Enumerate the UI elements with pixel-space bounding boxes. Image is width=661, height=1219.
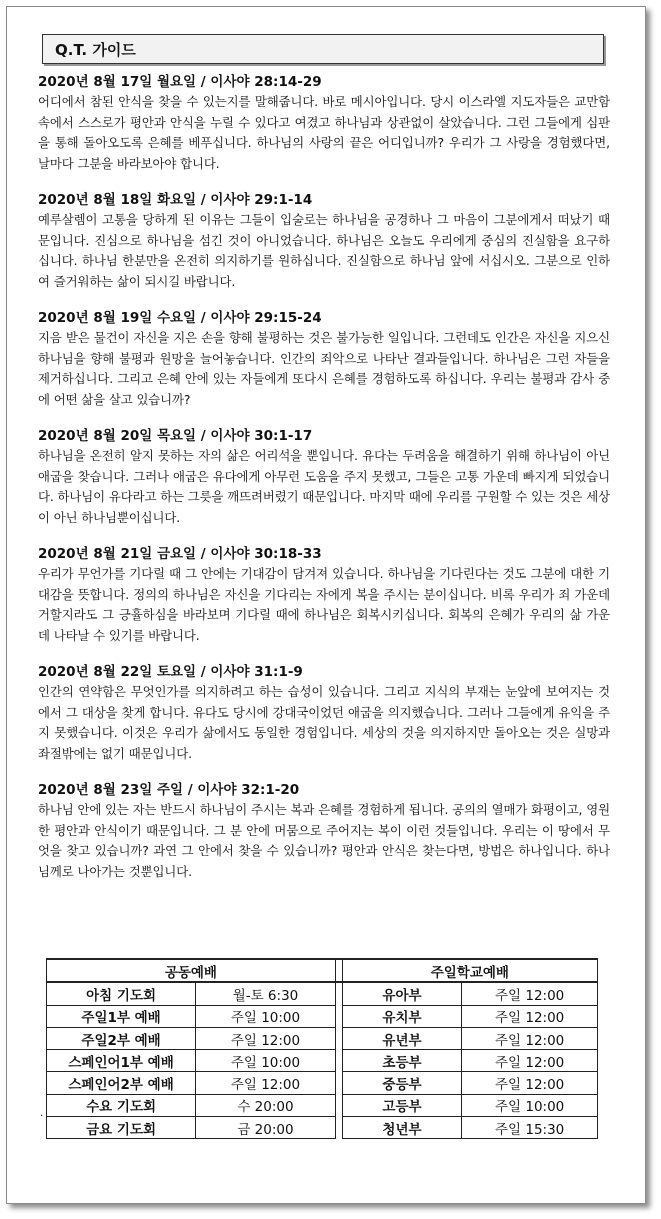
service-name: 금요 기도회	[47, 1117, 196, 1139]
column-gap	[335, 959, 342, 982]
qt-entries	[38, 72, 610, 898]
column-gap	[335, 1005, 342, 1027]
qt-entry	[38, 426, 610, 528]
dept-time: 주일 15:30	[462, 1117, 598, 1139]
service-name: 주일1부 예배	[47, 1005, 196, 1027]
service-time: 주일 12:00	[196, 1072, 336, 1094]
dept-name: 유치부	[342, 1005, 462, 1027]
column-gap	[335, 1094, 342, 1116]
dept-name: 청년부	[342, 1117, 462, 1139]
entry-body: 인간의 연약함은 무엇인가를 의지하려고 하는 습성이 있습니다. 그리고 지식의 부재는 눈앞에 보여지는 것에서 그 대상을 찾게 합니다. 유다도 당시에 강대국이었던 애굽을 의지했습니다. 그러나 그들에게 유익을 주지 못했습니다. 이것은 우리가 삶에서도 동일한 경험입니다. 세상의 것을 의지하지만 돌아오는 것은 실망과 좌절밖에는 없기 때문입니다.	[38, 684, 610, 761]
table-row	[47, 1094, 598, 1116]
entry-heading: 2020년 8월 22일 토요일 / 이사야 31:1-9	[38, 664, 303, 680]
schedule-header-row	[47, 959, 598, 982]
entry-heading: 2020년 8월 17일 월요일 / 이사야 28:14-29	[38, 74, 322, 90]
entry-body: 지음 받은 물건이 자신을 지은 손을 향해 불평하는 것은 불가능한 일입니다. 그런데도 인간은 자신을 지으신 하나님을 향해 불평과 원망을 늘어놓습니다. 인간의 죄악으로 나타난 결과들입니다. 하나님은 그런 자들을 제거하십니다. 그리고 은혜 안에 있는 자들에게 또다시 은혜를 경험하도록 하십니다. 우리는 불평과 감사 중에 어떤 삶을 살고 있습니까?	[38, 330, 610, 407]
dept-name: 초등부	[342, 1050, 462, 1072]
service-time: 수 20:00	[196, 1094, 336, 1116]
left-header: 공동예배	[47, 959, 336, 982]
section-title: Q.T. 가이드	[55, 41, 136, 59]
column-gap	[335, 1050, 342, 1072]
column-gap	[335, 1027, 342, 1049]
column-gap	[335, 982, 342, 1005]
entry-heading: 2020년 8월 20일 목요일 / 이사야 30:1-17	[38, 428, 313, 444]
service-name: 주일2부 예배	[47, 1027, 196, 1049]
table-row	[47, 1117, 598, 1139]
entry-heading: 2020년 8월 23일 주일 / 이사야 32:1-20	[38, 782, 300, 798]
service-time: 주일 10:00	[196, 1005, 336, 1027]
dept-time: 주일 12:00	[462, 1072, 598, 1094]
dept-time: 주일 12:00	[462, 1005, 598, 1027]
qt-entry	[38, 308, 610, 410]
table-row	[47, 1050, 598, 1072]
service-name: 스페인어1부 예배	[47, 1050, 196, 1072]
qt-entry	[38, 780, 610, 882]
qt-entry	[38, 72, 610, 174]
entry-body: 우리가 무언가를 기다릴 때 그 안에는 기대감이 담겨져 있습니다. 하나님을 기다린다는 것도 그분에 대한 기대감을 뜻합니다. 정의의 하나님은 자신을 기다리는 자에게 복을 주시는 분이십니다. 비록 우리가 죄 가운데 거할지라도 그 긍휼하심을 바라보며 기다릴 때에 하나님은 회복시키십니다. 회복의 은혜가 우리의 삶 가운데 나타날 수 있기를 바랍니다.	[38, 566, 610, 643]
service-name: 아침 기도회	[47, 982, 196, 1005]
entry-body: 예루살렘이 고통을 당하게 된 이유는 그들이 입술로는 하나님을 공경하나 그 마음이 그분에게서 떠났기 때문입니다. 진심으로 하나님을 섬긴 것이 아니었습니다. 하나님은 오늘도 우리에게 중심의 진실함을 요구하십니다. 하나님 한분만을 온전히 의지하기를 원하십니다. 진실함으로 하나님 앞에 서십시오. 그분으로 인하여 즐거워하는 삶이 되시길 바랍니다.	[38, 212, 610, 289]
service-time: 주일 10:00	[196, 1050, 336, 1072]
entry-body: 하나님 안에 있는 자는 반드시 하나님이 주시는 복과 은혜를 경험하게 됩니다. 공의의 열매가 화평이고, 영원한 평안과 안식이기 때문입니다. 그 분 안에 머뭄으로 주어지는 복이 이런 것들입니다. 우리는 이 땅에서 무엇을 찾고 있습니까? 과연 그 안에서 찾을 수 있습니까? 평안과 안식은 찾는다면, 방법은 하나입니다. 하나님께로 나아가는 것뿐입니다.	[38, 802, 610, 879]
dept-name: 유아부	[342, 982, 462, 1005]
right-header: 주일학교예배	[342, 959, 597, 982]
service-time: 월-토 6:30	[196, 982, 336, 1005]
service-name: 스페인어2부 예배	[47, 1072, 196, 1094]
qt-entry	[38, 544, 610, 646]
dept-time: 주일 12:00	[462, 982, 598, 1005]
qt-entry	[38, 190, 610, 292]
entry-heading: 2020년 8월 18일 화요일 / 이사야 29:1-14	[38, 192, 313, 208]
dept-time: 주일 12:00	[462, 1050, 598, 1072]
table-row	[47, 1005, 598, 1027]
entry-heading: 2020년 8월 19일 수요일 / 이사야 29:15-24	[38, 310, 322, 326]
dept-time: 주일 10:00	[462, 1094, 598, 1116]
entry-body: 어디에서 참된 안식을 찾을 수 있는지를 말해줍니다. 바로 메시아입니다. 당시 이스라엘 지도자들은 교만함 속에서 스스로가 평안과 안식을 누릴 수 있다고 여겼고 하나님과 상관없이 살았습니다. 그런 그들에게 심판을 통해 돌아오도록 은혜를 베푸십니다. 하나님의 사랑의 끝은 어디입니까? 우리가 그 사랑을 경험했다면, 날마다 그분을 바라보아야 합니다.	[38, 94, 610, 171]
entry-body: 하나님을 온전히 알지 못하는 자의 삶은 어리석을 뿐입니다. 유다는 두려움을 해결하기 위해 하나님이 아닌 애굽을 찾습니다. 그러나 애굽은 유다에게 아무런 도움을 주지 못했고, 그들은 고통 가운데 빠지게 되었습니다. 하나님이 유다라고 하는 그릇을 깨뜨려버렸기 때문입니다. 마지막 때에 우리를 구원할 수 있는 것은 세상이 아닌 하나님뿐이십니다.	[38, 448, 610, 525]
section-title-box	[42, 34, 604, 64]
worship-schedule-table	[46, 958, 598, 1139]
service-name: 수요 기도회	[47, 1094, 196, 1116]
dept-name: 고등부	[342, 1094, 462, 1116]
table-row	[47, 1072, 598, 1094]
column-gap	[335, 1072, 342, 1094]
dept-time: 주일 12:00	[462, 1027, 598, 1049]
service-time: 주일 12:00	[196, 1027, 336, 1049]
qt-entry	[38, 662, 610, 764]
table-row	[47, 982, 598, 1005]
dept-name: 유년부	[342, 1027, 462, 1049]
entry-heading: 2020년 8월 21일 금요일 / 이사야 30:18-33	[38, 546, 322, 562]
table-row	[47, 1027, 598, 1049]
column-gap	[335, 1117, 342, 1139]
stray-mark: .	[40, 1108, 44, 1119]
dept-name: 중등부	[342, 1072, 462, 1094]
service-time: 금 20:00	[196, 1117, 336, 1139]
